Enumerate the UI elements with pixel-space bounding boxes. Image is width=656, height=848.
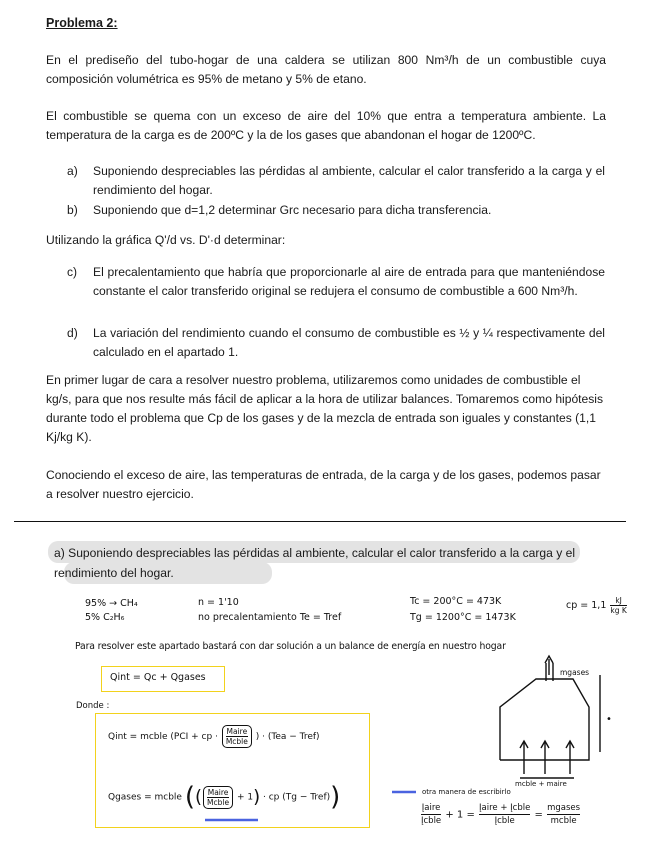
energy-balance-intro: Para resolver este apartado bastará con dar solución a un balance de energía en nuestro hogar — [75, 641, 506, 652]
gas-temperature: Tg = 1200°C = 1473K — [410, 612, 516, 623]
solution-heading-body: Suponiendo despreciables las pérdidas al ambiente, calcular el calor transferido a la carga y el rendimiento del hogar. — [54, 546, 576, 580]
item-d-text: La variación del rendimiento cuando el consumo de combustible es ½ y ¼ respectivamente del calculado en el apartado 1. — [93, 326, 605, 359]
qgases-ratio-den: Mcble — [207, 797, 230, 807]
problem-title: Problema 2: — [46, 16, 118, 30]
qint-ratio-den: Mcble — [225, 737, 248, 746]
qgases-outer-paren-open: ( — [184, 782, 195, 812]
alternative-note: otra manera de escribirlo — [422, 788, 511, 796]
qgases-inner-paren-close: ) — [253, 786, 261, 808]
alt-f2-num: Įaire + Įcble — [479, 803, 531, 813]
alt-fraction-2 — [479, 802, 530, 827]
donde-label: Donde : — [76, 701, 110, 711]
load-temperature: Tc = 200°C = 473K — [410, 596, 502, 607]
alt-fraction-3 — [547, 802, 580, 827]
graph-intro: Utilizando la gráfica Q'/d vs. D'·d determinar: — [46, 233, 286, 247]
item-b-text: Suponiendo que d=1,2 determinar Grc necesario para dicha transferencia. — [93, 203, 492, 217]
qgases-part-c: · cp (Tg − Tref) — [263, 792, 331, 803]
qint-ratio-num: Maire — [226, 727, 248, 736]
intro-paragraph: En el prediseño del tubo-hogar de una caldera se utilizan 800 Nm³/h de un combustible cuya composición volumétrica es 95% de metano y 5% de etano. — [46, 53, 606, 86]
qint-part-b: ) · (Tea − Tref) — [255, 732, 320, 742]
alt-equals: = — [534, 809, 543, 821]
qgases-part-b: + 1 — [236, 792, 254, 803]
qint-part-a: Qint = mcble (PCI + cp · — [108, 732, 218, 742]
diagram-inlet-label: mcble + maire — [515, 780, 567, 788]
alternative-equation — [420, 802, 581, 827]
cp-label: cp = 1,1 — [566, 600, 607, 611]
item-c-marker: c) — [67, 265, 78, 279]
alt-middle: + 1 = — [445, 809, 475, 821]
cp-unit-den: kg K — [610, 606, 627, 615]
excess-air-note: n = 1'10 — [198, 597, 239, 608]
transition-paragraph: Conociendo el exceso de aire, las temperaturas de entrada, de la carga y de los gases, podemos pasar a resolver nuestro ejercicio. — [46, 468, 601, 501]
assumptions-paragraph: En primer lugar de cara a resolver nuestro problema, utilizaremos como unidades de combustible el kg/s, para que nos resulte más fácil de aplicar a la hora de utilizar balances. Tomaremos como hipótesis durante todo el problema que Cp de los gases y de la mezcla de entrada son iguales y constantes (1,1 Kj/kg K). — [46, 373, 604, 444]
main-equation: Qint = Qc + Qgases — [110, 672, 206, 683]
qgases-outer-paren-close: ) — [330, 782, 341, 812]
composition-methane: 95% → CH₄ — [85, 598, 138, 609]
item-a-text: Suponiendo despreciables las pérdidas al ambiente, calcular el calor transferido a la carga y el rendimiento del hogar. — [93, 164, 605, 197]
item-c-text: El precalentamiento que habría que proporcionarle al aire de entrada para que manteniéndose constante el calor transferido original se redujera el consumo de combustible a 600 Nm³/h. — [93, 265, 605, 298]
qgases-inner-paren-open: ( — [195, 786, 203, 808]
item-a-marker: a) — [67, 164, 78, 178]
alt-f2-den: Įcble — [494, 816, 515, 826]
alt-f1-den: Įcble — [421, 816, 442, 826]
alt-fraction-1 — [421, 802, 441, 827]
cp-unit-num: kJ — [610, 596, 626, 606]
solution-heading-marker: a) — [54, 546, 65, 560]
diagram-outlet-label: mgases — [560, 668, 590, 677]
alt-f1-num: Įaire — [421, 803, 441, 813]
alt-f3-num: mgases — [547, 803, 581, 813]
item-b-marker: b) — [67, 203, 78, 217]
item-d-marker: d) — [67, 326, 78, 340]
qgases-ratio-num: Maire — [207, 787, 229, 797]
diagram-dot: • — [606, 714, 612, 725]
conditions-paragraph: El combustible se quema con un exceso de aire del 10% que entra a temperatura ambiente. La temperatura de la carga es de 200ºC y la de los gases que abandonan el hogar de 1200ºC. — [46, 109, 606, 142]
qgases-part-a: Qgases = mcble — [108, 792, 182, 803]
preheat-note: no precalentamiento Te = Tref — [198, 612, 342, 623]
alt-f3-den: mcble — [550, 816, 577, 826]
composition-ethane: 5% C₂H₆ — [85, 612, 125, 623]
